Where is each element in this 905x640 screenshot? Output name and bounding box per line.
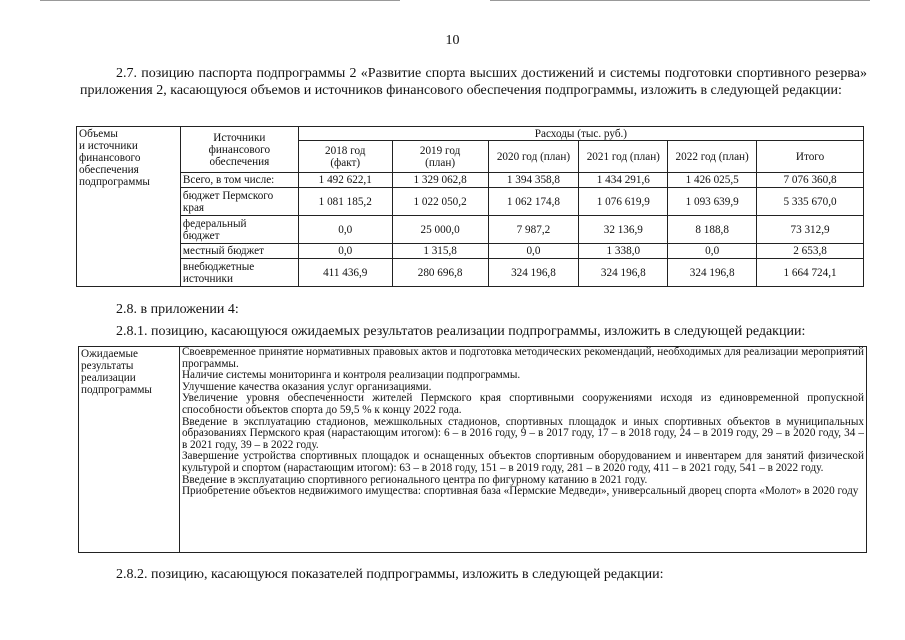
result-item: Увеличение уровня обеспеченности жителей Пермского края спортивными сооружениями исходя из единовременной пропускной способности объектов спорта до 59,5 % к концу 2022 года.	[181, 392, 864, 416]
table-cell: 0,0	[488, 244, 579, 259]
table-cell: 5 335 670,0	[757, 188, 864, 216]
financing-table	[76, 126, 864, 287]
top-edge-line-right	[490, 0, 870, 1]
paragraph-2-8-1: 2.8.1. позицию, касающуюся ожидаемых результатов реализации подпрограммы, изложить в следующей редакции:	[116, 324, 806, 339]
table-cell: 411 436,9	[298, 259, 392, 287]
paragraph-2-8: 2.8. в приложении 4:	[116, 302, 239, 317]
expected-results-table	[78, 346, 867, 553]
table-cell: 1 492 622,1	[298, 173, 392, 188]
table-cell: 25 000,0	[392, 216, 488, 244]
expenses-header: Расходы (тыс. руб.)	[298, 127, 863, 141]
top-edge-line-left	[40, 0, 400, 1]
expected-results-list	[179, 347, 866, 553]
page-number: 10	[445, 33, 460, 48]
table-cell: 1 434 291,6	[579, 173, 668, 188]
table-cell: 1 394 358,8	[488, 173, 579, 188]
expected-results-title-cell: Ожидаемые результаты реализации подпрограммы	[79, 347, 180, 553]
result-item: Улучшение качества оказания услуг организациями.	[181, 380, 432, 393]
financing-title-cell: Объемы и источники финансового обеспечения подпрограммы	[77, 127, 181, 287]
table-cell: 73 312,9	[757, 216, 864, 244]
table-cell: 8 188,8	[668, 216, 757, 244]
table-row	[77, 188, 864, 216]
table-cell: 7 076 360,8	[757, 173, 864, 188]
table-cell: 1 062 174,8	[488, 188, 579, 216]
row-label: федеральный бюджет	[180, 216, 298, 244]
table-cell: 1 315,8	[392, 244, 488, 259]
table-row	[77, 259, 864, 287]
table-cell: 1 022 050,2	[392, 188, 488, 216]
table-cell: 1 081 185,2	[298, 188, 392, 216]
paragraph-2-7: 2.7. позицию паспорта подпрограммы 2 «Развитие спорта высших достижений и системы подготовки спортивного резерва» приложения 2, касающуюся объемов и источников финансового обеспечения подпрограммы, изложить в следующей редакции:	[80, 66, 867, 98]
table-cell: 324 196,8	[488, 259, 579, 287]
table-row	[77, 173, 864, 188]
table-cell: 0,0	[298, 244, 392, 259]
result-item: Введение в эксплуатацию стадионов, межшкольных стадионов, спортивных площадок и иных спортивных объектов в муниципальных образованиях Пермского края (нарастающим итогом): 6 – в 2016 году, 9 – в 2017 году, 17 – в 2018 году, 24 – в 2019 году, 29 – в 2020 году, 34 – в 2021 году, 39 – в 2022 году.	[181, 415, 864, 451]
paragraph-2-8-2: 2.8.2. позицию, касающуюся показателей подпрограммы, изложить в следующей редакции:	[116, 567, 664, 582]
table-cell: 32 136,9	[579, 216, 668, 244]
result-item: Введение в эксплуатацию спортивного регионального центра по фигурному катанию в 2021 году.	[181, 473, 648, 486]
table-cell: 0,0	[668, 244, 757, 259]
result-item: Завершение устройства спортивных площадок и оснащенных объектов спортивным оборудованием и инвентарем для занятий физической культурой и спортом (нарастающим итогом): 63 – в 2018 году, 151 – в 2019 году, 281 – в 2020 году, 411 – в 2021 году, 541 – в 2022 году.	[181, 450, 864, 474]
row-label: бюджет Пермского края	[180, 188, 298, 216]
year-header: 2018 год (факт)	[298, 141, 392, 173]
table-cell: 1 426 025,5	[668, 173, 757, 188]
table-cell: 324 196,8	[668, 259, 757, 287]
table-cell: 7 987,2	[488, 216, 579, 244]
table-cell: 2 653,8	[757, 244, 864, 259]
table-cell: 1 338,0	[579, 244, 668, 259]
year-header: 2021 год (план)	[579, 141, 668, 173]
table-cell: 280 696,8	[392, 259, 488, 287]
result-item: Своевременное принятие нормативных правовых актов и подготовка методических рекомендаций, необходимых для реализации мероприятий программы.	[181, 346, 864, 370]
table-row	[77, 244, 864, 259]
table-cell: 1 664 724,1	[757, 259, 864, 287]
row-label: внебюджетные источники	[180, 259, 298, 287]
table-cell: 1 076 619,9	[579, 188, 668, 216]
year-header: 2020 год (план)	[488, 141, 579, 173]
result-item: Наличие системы мониторинга и контроля реализации подпрограммы.	[181, 369, 521, 382]
table-cell: 1 329 062,8	[392, 173, 488, 188]
table-row	[77, 216, 864, 244]
table-cell: 324 196,8	[579, 259, 668, 287]
result-item: Приобретение объектов недвижимого имущества: спортивная база «Пермские Медведи», универсальный дворец спорта «Молот» в 2020 году	[181, 485, 859, 498]
row-label: Всего, в том числе:	[180, 173, 298, 188]
total-header: Итого	[757, 141, 864, 173]
table-cell: 1 093 639,9	[668, 188, 757, 216]
year-header: 2022 год (план)	[668, 141, 757, 173]
row-label: местный бюджет	[180, 244, 298, 259]
table-cell: 0,0	[298, 216, 392, 244]
sources-header: Источники финансового обеспечения	[180, 127, 298, 173]
year-header: 2019 год (план)	[392, 141, 488, 173]
